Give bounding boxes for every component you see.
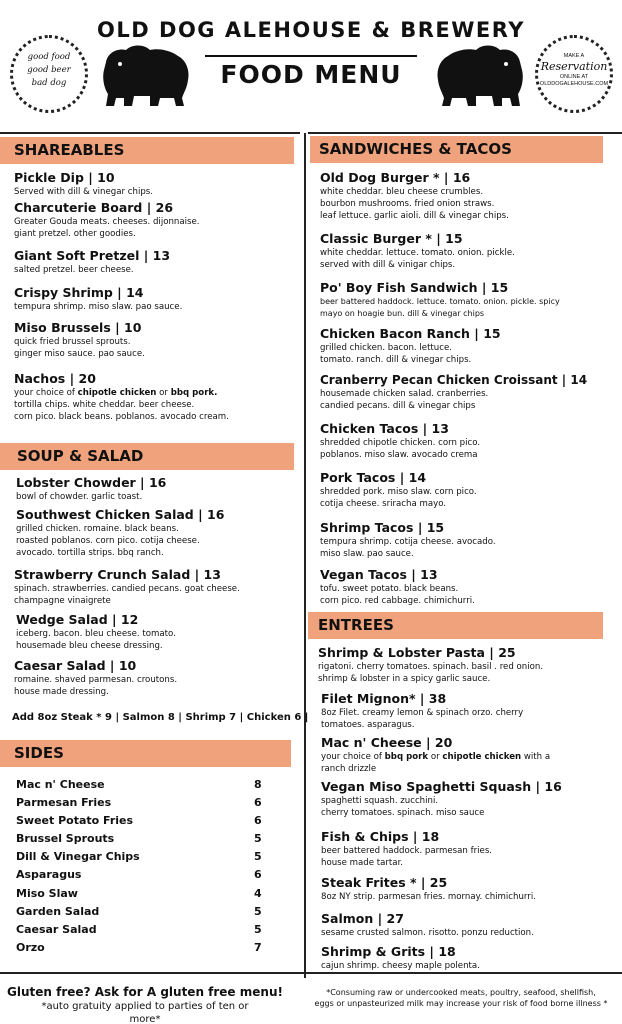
side-name: Brussel Sprouts <box>16 832 115 845</box>
item-name: Wedge Salad | 12 <box>16 612 139 627</box>
side-price: 6 <box>254 814 262 827</box>
side-item <box>16 850 266 863</box>
item-desc: ranch drizzle <box>321 764 377 774</box>
side-price: 6 <box>254 868 262 881</box>
slogan-line: good food <box>27 52 71 62</box>
item-desc: Greater Gouda meats. cheeses. dijonnaise. <box>14 217 200 227</box>
menu-item <box>16 612 176 652</box>
menu-item <box>320 470 477 510</box>
item-name: Mac n' Cheese | 20 <box>321 735 453 750</box>
header-divider <box>205 55 417 57</box>
menu-item <box>321 911 534 939</box>
side-item <box>16 832 266 845</box>
reservation-url: OLDDOGALEHOUSE.COM <box>539 81 609 87</box>
menu-item <box>321 779 562 819</box>
item-desc: sesame crusted salmon. risotto. ponzu reduction. <box>321 928 534 938</box>
item-desc: iceberg. bacon. bleu cheese. tomato. <box>16 629 176 639</box>
item-desc: poblanos. miso slaw. avocado crema <box>320 450 478 460</box>
item-desc: tempura shrimp. cotija cheese. avocado. <box>320 537 496 547</box>
item-name: Pickle Dip | 10 <box>14 170 115 185</box>
item-desc: shrimp & lobster in a spicy garlic sauce. <box>318 674 491 684</box>
menu-item <box>320 231 515 271</box>
item-desc: grilled chicken. romaine. black beans. <box>16 524 179 534</box>
item-desc: beer battered haddock. lettuce. tomato. onion. pickle. spicy <box>320 297 560 306</box>
item-desc: roasted poblanos. corn pico. cotija cheese. <box>16 536 200 546</box>
item-desc: tomatoes. asparagus. <box>321 720 415 730</box>
item-desc: cherry tomatoes. spinach. miso sauce <box>321 808 485 818</box>
section-title: SANDWICHES & TACOS <box>319 140 512 158</box>
footer-divider <box>0 972 622 974</box>
menu-item <box>321 875 536 903</box>
item-desc: cotija cheese. sriracha mayo. <box>320 499 447 509</box>
menu-item <box>320 567 475 607</box>
item-name: Chicken Bacon Ranch | 15 <box>320 326 501 341</box>
menu-item <box>321 944 480 972</box>
side-item <box>16 814 266 827</box>
bulldog-silhouette-icon <box>433 40 528 110</box>
item-desc: spinach. strawberries. candied pecans. goat cheese. <box>14 584 240 594</box>
side-name: Orzo <box>16 941 45 954</box>
section-title: ENTREES <box>318 616 394 634</box>
item-desc: spaghetti squash. zucchini. <box>321 796 439 806</box>
menu-item <box>14 248 170 276</box>
item-desc: corn pico. black beans. poblanos. avocado cream. <box>14 412 229 422</box>
side-price: 8 <box>254 778 262 791</box>
section-title: SOUP & SALAD <box>17 447 144 465</box>
item-name: Lobster Chowder | 16 <box>16 475 167 490</box>
item-name: Chicken Tacos | 13 <box>320 421 449 436</box>
section-title: SIDES <box>14 744 64 762</box>
item-desc: your choice of chipotle chicken or bbq pork. <box>14 388 218 398</box>
item-name: Classic Burger * | 15 <box>320 231 463 246</box>
side-name: Mac n' Cheese <box>16 778 105 791</box>
divider-line <box>308 132 622 134</box>
side-price: 5 <box>254 850 262 863</box>
item-desc: housemade bleu cheese dressing. <box>16 641 163 651</box>
column-divider <box>304 133 306 978</box>
item-desc: shredded pork. miso slaw. corn pico. <box>320 487 477 497</box>
item-name: Caesar Salad | 10 <box>14 658 137 673</box>
item-desc: leaf lettuce. garlic aioli. dill & vinegar chips. <box>320 211 509 221</box>
consumption-warning <box>305 987 617 1009</box>
item-desc: 8oz NY strip. parmesan fries. mornay. chimichurri. <box>321 892 536 902</box>
divider-line <box>0 132 300 134</box>
item-desc: tomato. ranch. dill & vinegar chips. <box>320 355 472 365</box>
item-desc: avocado. tortilla strips. bbq ranch. <box>16 548 164 558</box>
reservation-line: ONLINE AT <box>559 74 589 80</box>
side-price: 7 <box>254 941 262 954</box>
item-desc: bowl of chowder. garlic toast. <box>16 492 143 502</box>
menu-title: FOOD MENU <box>220 60 402 89</box>
item-name: Filet Mignon* | 38 <box>321 691 447 706</box>
item-desc: ginger miso sauce. pao sauce. <box>14 349 145 359</box>
menu-item <box>14 285 182 313</box>
item-name: Crispy Shrimp | 14 <box>14 285 144 300</box>
slogan-line: bad dog <box>31 78 67 88</box>
item-desc: giant pretzel. other goodies. <box>14 229 136 239</box>
item-name: Vegan Tacos | 13 <box>320 567 438 582</box>
reservation-script: Reservation <box>540 60 608 73</box>
section-header-sandwiches-tacos <box>310 136 603 163</box>
section-title: SHAREABLES <box>14 141 125 159</box>
item-desc: housemade chicken salad. cranberries. <box>320 389 489 399</box>
warning-line: *Consuming raw or undercooked meats, poultry, seafood, shellfish, <box>326 988 596 997</box>
side-name: Dill & Vinegar Chips <box>16 850 140 863</box>
item-desc: Served with dill & vinegar chips. <box>14 187 153 197</box>
item-desc: white cheddar. lettuce. tomato. onion. pickle. <box>320 248 515 258</box>
footer-notes <box>0 985 290 1024</box>
menu-item <box>321 735 550 775</box>
item-name: Po' Boy Fish Sandwich | 15 <box>320 280 509 295</box>
item-name: Cranberry Pecan Chicken Croissant | 14 <box>320 373 588 387</box>
section-header-entrees <box>308 612 603 639</box>
item-name: Old Dog Burger * | 16 <box>320 170 471 185</box>
item-desc: cajun shrimp. cheesy maple polenta. <box>321 961 480 971</box>
item-name: Strawberry Crunch Salad | 13 <box>14 567 221 582</box>
slogan-badge <box>10 35 88 113</box>
slogan-line: good beer <box>27 65 71 75</box>
menu-item <box>320 280 560 320</box>
menu-item <box>320 520 496 560</box>
side-price: 6 <box>254 796 262 809</box>
item-name: Pork Tacos | 14 <box>320 470 427 485</box>
item-desc: served with dill & vinigar chips. <box>320 260 456 270</box>
side-item <box>16 887 266 900</box>
menu-item <box>14 320 145 360</box>
side-price: 5 <box>254 923 262 936</box>
reservation-badge[interactable] <box>535 35 613 113</box>
item-desc: 8oz Filet. creamy lemon & spinach orzo. cherry <box>321 708 524 718</box>
side-item <box>16 923 266 936</box>
menu-item <box>14 567 240 607</box>
reservation-top: MAKE A <box>563 53 585 59</box>
menu-item <box>320 326 501 366</box>
item-desc: corn pico. red cabbage. chimichurri. <box>320 596 475 606</box>
item-desc: grilled chicken. bacon. lettuce. <box>320 343 452 353</box>
item-desc: tempura shrimp. miso slaw. pao sauce. <box>14 302 183 312</box>
bulldog-silhouette-icon <box>98 40 193 110</box>
item-desc: mayo on hoagie bun. dill & vinegar chips <box>320 309 485 318</box>
menu-item <box>320 421 480 461</box>
restaurant-name: OLD DOG ALEHOUSE & BREWERY <box>97 18 525 42</box>
item-desc: your choice of bbq pork or chipotle chicken with a <box>321 752 551 762</box>
side-name: Parmesan Fries <box>16 796 112 809</box>
item-name: Salmon | 27 <box>321 911 404 926</box>
menu-item <box>14 658 177 698</box>
menu-item <box>14 170 153 198</box>
menu-item <box>16 475 166 503</box>
section-header-shareables <box>0 137 294 164</box>
item-desc: rigatoni. cherry tomatoes. spinach. basil . red onion. <box>318 662 544 672</box>
item-desc: beer battered haddock. parmesan fries. <box>321 846 493 856</box>
side-name: Miso Slaw <box>16 887 78 900</box>
section-header-soup-salad <box>0 443 294 470</box>
side-price: 5 <box>254 905 262 918</box>
item-desc: champagne vinaigrete <box>14 596 111 606</box>
item-name: Vegan Miso Spaghetti Squash | 16 <box>321 779 562 794</box>
side-price: 4 <box>254 887 262 900</box>
menu-header <box>0 0 622 128</box>
item-desc: candied pecans. dill & vinegar chips <box>320 401 476 411</box>
side-item <box>16 941 266 954</box>
item-desc: white cheddar. bleu cheese crumbles. <box>320 187 484 197</box>
item-name: Nachos | 20 <box>14 371 96 386</box>
menu-item <box>320 372 587 412</box>
item-desc: house made dressing. <box>14 687 109 697</box>
item-desc: quick fried brussel sprouts. <box>14 337 131 347</box>
menu-item <box>14 200 200 240</box>
item-name: Giant Soft Pretzel | 13 <box>14 248 171 263</box>
side-name: Garden Salad <box>16 905 100 918</box>
item-name: Miso Brussels | 10 <box>14 320 142 335</box>
gratuity-note: *auto gratuity applied to parties of ten or <box>41 1001 249 1012</box>
item-name: Shrimp Tacos | 15 <box>320 520 445 535</box>
item-name: Steak Frites * | 25 <box>321 875 448 890</box>
warning-line: eggs or unpasteurized milk may increase your risk of food borne illness * <box>314 999 608 1008</box>
item-desc: salted pretzel. beer cheese. <box>14 265 134 275</box>
menu-item <box>321 691 523 731</box>
side-item <box>16 796 266 809</box>
menu-item <box>16 507 224 559</box>
side-item <box>16 778 266 791</box>
item-desc: shredded chipotle chicken. corn pico. <box>320 438 481 448</box>
item-desc: bourbon mushrooms. fried onion straws. <box>320 199 495 209</box>
menu-item <box>320 170 509 222</box>
side-item <box>16 868 266 881</box>
item-name: Southwest Chicken Salad | 16 <box>16 507 225 522</box>
item-name: Charcuterie Board | 26 <box>14 200 174 215</box>
section-header-sides <box>0 740 291 767</box>
side-item <box>16 905 266 918</box>
salad-addons: Add 8oz Steak * 9 | Salmon 8 | Shrimp 7 | Chicken 6 | <box>12 712 309 723</box>
gratuity-note: more* <box>129 1014 161 1024</box>
menu-item <box>14 371 229 423</box>
side-name: Sweet Potato Fries <box>16 814 134 827</box>
item-desc: tortilla chips. white cheddar. beer cheese. <box>14 400 195 410</box>
side-price: 5 <box>254 832 262 845</box>
item-name: Shrimp & Grits | 18 <box>321 944 456 959</box>
item-desc: miso slaw. pao sauce. <box>320 549 414 559</box>
menu-item <box>321 829 492 869</box>
item-desc: tofu. sweet potato. black beans. <box>320 584 459 594</box>
side-name: Caesar Salad <box>16 923 97 936</box>
gluten-free-note: Gluten free? Ask for A gluten free menu! <box>7 985 283 999</box>
item-desc: romaine. shaved parmesan. croutons. <box>14 675 178 685</box>
item-name: Fish & Chips | 18 <box>321 829 440 844</box>
side-name: Asparagus <box>16 868 82 881</box>
menu-item <box>318 645 543 685</box>
item-name: Shrimp & Lobster Pasta | 25 <box>318 645 516 660</box>
item-desc: house made tartar. <box>321 858 404 868</box>
